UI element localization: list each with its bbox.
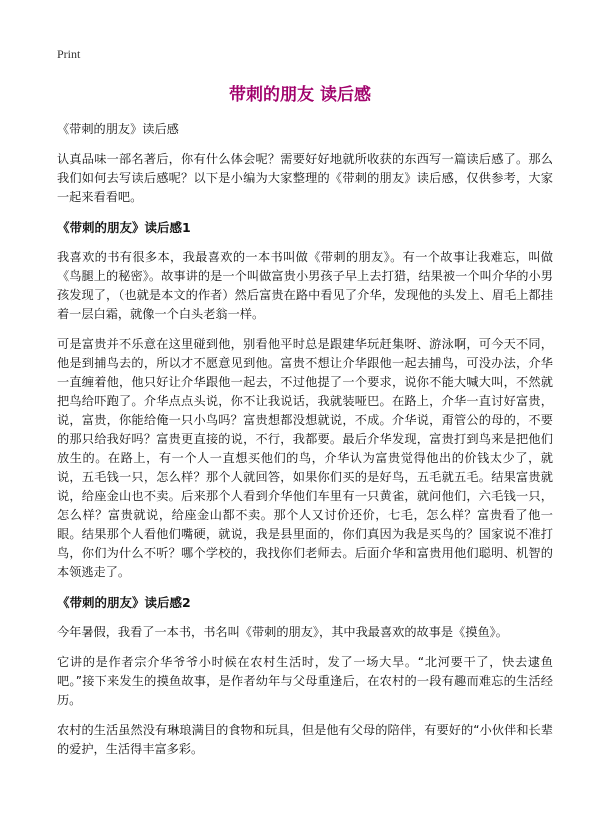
article-body [57, 120, 553, 770]
section-1-paragraph-1: 我喜欢的书有很多本，我最喜欢的一本书叫做《带刺的朋友》。有一个故事让我难忘，叫做《鸟腿上的秘密》。故事讲的是一个叫做富贵小男孩子早上去打猎，结果被一个叫介华的小男孩发现了，（也就是本文的作者）然后富贵在路中看见了介华，发现他的头发上、眉毛上都挂着一层白霜，就像一个白头老翁一样。 [57, 250, 553, 321]
section-2-paragraph-3: 农村的生活虽然没有琳琅满目的食物和玩具，但是他有父母的陪伴，有要好的“小伙伴和长辈的爱护，生活得丰富多彩。 [57, 723, 553, 756]
section-1-heading: 《带刺的朋友》读后感1 [57, 220, 191, 235]
section-2-paragraph-2: 它讲的是作者宗介华爷爷小时候在农村生活时，发了一场大旱。“北河要干了，快去逮鱼吧。”接下来发生的摸鱼故事，是作者幼年与父母重逢后，在农村的一段有趣而难忘的生活经历。 [57, 655, 553, 707]
article-subtitle: 《带刺的朋友》读后感 [57, 122, 179, 136]
page-title: 带刺的朋友 读后感 [229, 85, 371, 105]
section-2-heading: 《带刺的朋友》读后感2 [57, 595, 191, 610]
intro-paragraph: 认真品味一部名著后，你有什么体会呢？需要好好地就所收获的东西写一篇读后感了。那么我们如何去写读后感呢？以下是小编为大家整理的《带刺的朋友》读后感，仅供参考，大家一起来看看吧。 [57, 152, 553, 204]
print-link[interactable]: Print [57, 47, 81, 61]
section-2-paragraph-1: 今年暑假，我看了一本书，书名叫《带刺的朋友》，其中我最喜欢的故事是《摸鱼》。 [57, 625, 508, 639]
section-1-paragraph-2: 可是富贵并不乐意在这里碰到他，别看他平时总是跟建华玩赶集呀、游泳啊，可今天不同，他是到捕鸟去的，所以才不愿意见到他。富贵不想让介华跟他一起去捕鸟，可没办法，介华一直缠着他，他只好让介华跟他一起去，不过他提了一个要求，说你不能大喊大叫，不然就把鸟给吓跑了。介华点点头说，你不让我说话，我就装哑巴。在路上，介华一直讨好富贵，说，富贵，你能给俺一只小鸟吗？富贵想都没想就说，不成。介华说，甭管公的母的，不要的那只给我好吗？富贵更直接的说，不行，我都要。最后介华发现，富贵打到鸟来是把他们放生的。在路上，有一个人一直想买他们的鸟，介华认为富贵觉得他出的价钱太少了，就说，五毛钱一只，怎么样？那个人就回答，如果你们买的是好鸟，五毛就五毛。结果富贵就说，给座金山也不卖。后来那个人看到介华他们车里有一只黄雀，就问他们，六毛钱一只，怎么样？富贵就说，给座金山都不卖。那个人又讨价还价，七毛，怎么样？富贵看了他一眼。结果那个人看他们嘴硬，就说，我是县里面的，你们真因为我是买鸟的？国家说不准打鸟，你们为什么不听？哪个学校的，我找你们老师去。后面介华和富贵用他们聪明、机智的本领逃走了。 [57, 337, 553, 579]
